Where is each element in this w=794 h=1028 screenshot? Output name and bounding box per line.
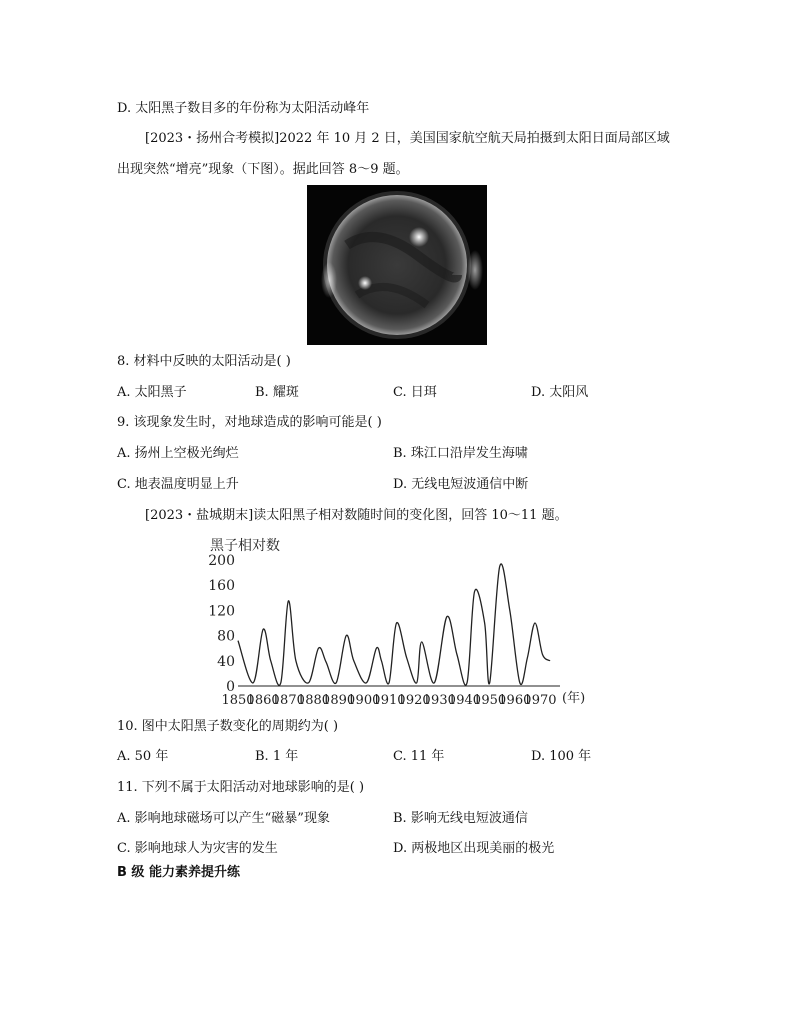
q8-option-b[interactable]: B. 耀斑 — [255, 385, 299, 400]
q8-option-c[interactable]: C. 日珥 — [393, 385, 437, 400]
x-tick-label: 1970 — [523, 693, 557, 708]
x-tick-label: 1920 — [397, 693, 431, 708]
y-tick-label: 0 — [226, 679, 235, 695]
q10-option-d[interactable]: D. 100 年 — [531, 749, 592, 764]
q10-option-c[interactable]: C. 11 年 — [393, 749, 445, 764]
question-8: 8. 材料中反映的太阳活动是( ) — [117, 354, 291, 369]
q10-option-b[interactable]: B. 1 年 — [255, 749, 299, 764]
q11-option-c[interactable]: C. 影响地球人为灾害的发生 — [117, 841, 278, 856]
x-tick-label: 1850 — [221, 693, 255, 708]
q11-option-b[interactable]: B. 影响无线电短波通信 — [393, 811, 528, 826]
y-axis-label: 黑子相对数 — [210, 538, 280, 554]
x-tick-label: 1880 — [296, 693, 331, 708]
question-11: 11. 下列不属于太阳活动对地球影响的是( ) — [117, 780, 365, 795]
q11-option-a[interactable]: A. 影响地球磁场可以产生“磁暴”现象 — [117, 811, 330, 826]
x-tick-labels — [221, 693, 556, 708]
sunspot-chart — [200, 532, 600, 712]
q8-option-d[interactable]: D. 太阳风 — [531, 385, 589, 400]
x-axis-unit: (年) — [562, 691, 586, 706]
q9-option-c[interactable]: C. 地表温度明显上升 — [117, 477, 239, 492]
intro-text-1a: [2023・扬州合考模拟]2022 年 10 月 2 日，美国国家航空航天局拍摄到太阳日面局部区域 — [145, 131, 670, 146]
q11-option-d[interactable]: D. 两极地区出现美丽的极光 — [393, 841, 555, 856]
y-tick-label: 120 — [208, 603, 235, 620]
question-9: 9. 该现象发生时，对地球造成的影响可能是( ) — [117, 415, 382, 430]
sun-image — [307, 185, 487, 345]
y-tick-label: 80 — [217, 628, 235, 645]
x-tick-label: 1890 — [322, 693, 356, 708]
x-tick-label: 1870 — [271, 693, 305, 708]
y-tick-label: 160 — [208, 578, 235, 595]
x-tick-label: 1910 — [372, 693, 406, 708]
x-tick-label: 1900 — [347, 693, 381, 708]
sunspot-series-line — [238, 564, 550, 685]
y-tick-label: 40 — [217, 653, 235, 670]
x-tick-label: 1950 — [473, 693, 507, 708]
q9-option-b[interactable]: B. 珠江口沿岸发生海啸 — [393, 446, 528, 461]
x-tick-label: 1930 — [422, 693, 456, 708]
y-tick-labels — [208, 553, 235, 695]
x-tick-label: 1860 — [246, 693, 280, 708]
intro-text-2: [2023・盐城期末]读太阳黑子相对数随时间的变化图，回答 10～11 题。 — [145, 508, 568, 523]
q9-option-a[interactable]: A. 扬州上空极光绚烂 — [117, 446, 239, 461]
x-tick-label: 1960 — [498, 693, 532, 708]
q9-option-d[interactable]: D. 无线电短波通信中断 — [393, 477, 529, 492]
q10-option-a[interactable]: A. 50 年 — [117, 749, 169, 764]
section-b-heading: B 级 能力素养提升练 — [117, 865, 240, 880]
option-d-prev: D. 太阳黑子数目多的年份称为太阳活动峰年 — [117, 101, 370, 116]
intro-text-1b: 出现突然“增亮”现象（下图）。据此回答 8～9 题。 — [117, 162, 409, 177]
y-tick-label: 200 — [208, 553, 235, 569]
q8-option-a[interactable]: A. 太阳黑子 — [117, 385, 187, 400]
x-tick-label: 1940 — [447, 693, 482, 708]
question-10: 10. 图中太阳黑子数变化的周期约为( ) — [117, 719, 339, 734]
